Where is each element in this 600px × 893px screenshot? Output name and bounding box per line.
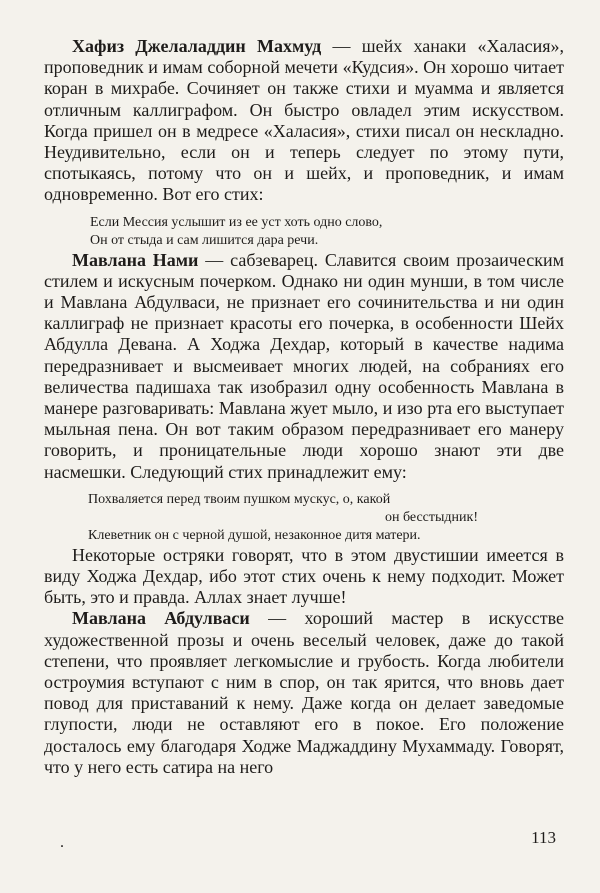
entry-1-poem	[90, 214, 564, 250]
entry-3-name: Мавлана Абдулваси	[72, 608, 250, 629]
entry-1-text: — шейх ханаки «Халасия», проповедник и имам соборной мечети «Кудсия». Он хорошо читает коран в михрабе. Сочиняет он также стихи и муамма и является отличным каллиграфом. Он быстро овладел этим искусством. Когда пришел он в медресе «Халасия», стихи писал он нескладно. Неудивительно, если он и теперь следует по этому пути, спотыкаясь, потому что он и шейх, и проповедник, и имам одновременно. Вот его стих:	[44, 36, 564, 205]
entry-2-poem	[88, 491, 564, 545]
entry-2-name: Мавлана Нами	[72, 249, 199, 270]
entry-1-name: Хафиз Джелаладдин Махмуд	[72, 36, 322, 56]
entry-1-paragraph	[44, 36, 564, 206]
entry-2-paragraph	[44, 250, 564, 483]
poem-line: Похваляется перед твоим пушком мускус, о, какой	[88, 491, 391, 507]
poem-line-continuation: он бесстыдник!	[384, 509, 478, 525]
entry-2-text: — сабзеварец. Славится своим прозаическим стилем и искусным почерком. Однако ни один мунши, в том числе и Мавлана Абдулваси, не признает его сочинительства и ни один каллиграф не признает красоты его почерка, в особенности Шейх Абдулла Девана. А Ходжа Дехдар, который в качестве надима передразнивает и высмеивает многих людей, на собраниях его величества падишаха так изобразил одну особенность Мавлана в манере разговаривать: Мавлана жует мыло, и изо рта его выступает мыльная пена. Он вот таким образом передразнивает его манеру говорить, и проницательные люди хорошо знают эти две насмешки. Следующий стих принадлежит ему:	[44, 249, 565, 482]
page-number: 113	[531, 828, 556, 847]
remark-paragraph: Некоторые остряки говорят, что в этом двустишии имеется в виду Ходжа Дехдар, ибо этот стих очень к нему подходит. Может быть, это и правда. Аллах знает лучше!	[44, 544, 564, 608]
poem-line: Он от стыда и сам лишится дара речи.	[90, 232, 319, 248]
poem-line: Клеветник он с черной душой, незаконное дитя матери.	[88, 527, 421, 543]
footer-mark: .	[60, 834, 64, 851]
entry-3-text: — хороший мастер в искусстве художественной прозы и очень веселый человек, даже до такой степени, что проявляет легкомыслие и грубость. Когда любители остроумия вступают с ним в спор, он так ярится, что вновь дает повод для приставаний к нему. Даже когда он делает заведомые глупости, люди не оставляют его в покое. Его положение досталось ему благодаря Ходже Маджаддину Мухаммаду. Говорят, что у него есть сатира на него	[44, 608, 564, 777]
poem-line: Если Мессия услышит из ее уст хоть одно слово,	[90, 214, 383, 230]
page-text	[44, 36, 564, 778]
entry-3-paragraph	[44, 608, 564, 778]
